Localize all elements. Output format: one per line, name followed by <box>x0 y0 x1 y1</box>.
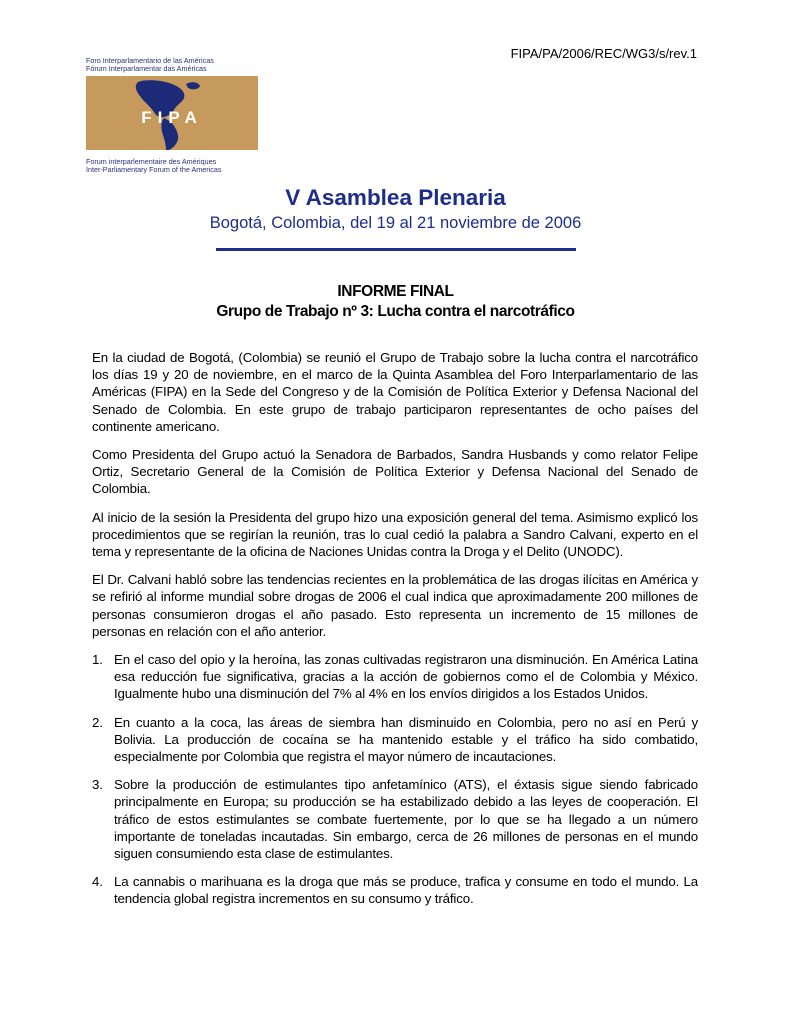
list-item-number: 4. <box>92 874 103 890</box>
paragraph: En la ciudad de Bogotá, (Colombia) se reunió el Grupo de Trabajo sobre la lucha contra el narcotráfico los días 19 y 20 de noviembre, en el marco de la Quinta Asamblea del Foro Interparlamentario de las Américas (FIPA) en la Sede del Congreso y de la Comisión de Política Exterior y Defensa Nacional del Senado de Colombia. En este grupo de trabajo participaron representantes de ocho países del continente americano. <box>92 350 698 434</box>
list-item-text: En el caso del opio y la heroína, las zonas cultivadas registraron una disminución. En América Latina esa reducción fue significativa, gracias a la acción de gobiernos como el de Colombia y México. Igualmente hubo una disminución del 7% al 4% en los envíos dirigidos a los Estados Unidos. <box>114 652 698 702</box>
header-divider <box>216 248 576 251</box>
report-body <box>92 349 698 919</box>
logo-line-english: Inter-Parliamentary Forum of the Americas <box>86 165 222 174</box>
americas-map-emblem <box>86 76 258 150</box>
fipa-logo <box>86 57 258 174</box>
paragraph: Como Presidenta del Grupo actuó la Senadora de Barbados, Sandra Husbands y como relator Felipe Ortiz, Secretario General de la Comisión de Política Exterior y Defensa Nacional del Senado de Colombia. <box>92 447 698 497</box>
list-item <box>92 776 698 862</box>
list-item-text: Sobre la producción de estimulantes tipo anfetamínico (ATS), el éxtasis sigue siendo fabricado principalmente en Europa; su producción se ha estabilizado debido a las leyes de cooperación. El tráfico de estos estimulantes se combate fuertemente, por lo que se ha llegado a un número importante de toneladas incautadas. Sin embargo, cerca de 26 millones de personas en el mundo siguen consumiendo esta clase de estimulantes. <box>114 777 698 862</box>
list-item <box>92 714 698 766</box>
document-reference-code: FIPA/PA/2006/REC/WG3/s/rev.1 <box>510 46 697 61</box>
list-item <box>92 651 698 703</box>
logo-line-spanish: Foro Interparlamentario de las Américas <box>86 56 214 65</box>
paragraph: Al inicio de la sesión la Presidenta del grupo hizo una exposición general del tema. Asimismo explicó los procedimientos que se regirían la reunión, tras lo cual cedió la palabra a Sandro Calvani, experto en el tema y representante de la oficina de Naciones Unidas contra la Droga y el Delito (UNODC). <box>92 509 698 560</box>
list-item-number: 3. <box>92 777 103 793</box>
list-item-number: 1. <box>92 652 103 668</box>
assembly-subtitle: Bogotá, Colombia, del 19 al 21 noviembre de 2006 <box>209 214 582 232</box>
paragraph: El Dr. Calvani habló sobre las tendencias recientes en la problemática de las drogas ilícitas en América y se refirió al informe mundial sobre drogas de 2006 el cual indica que aproximadamente 200 millones de personas consumieron drogas el año pasado. Esto representa un incremento de 15 millones de personas en relación con el año anterior. <box>92 572 698 639</box>
assembly-title: V Asamblea Plenaria <box>285 185 506 210</box>
list-item-text: La cannabis o marihuana es la droga que más se produce, trafica y consume en todo el mundo. La tendencia global registra incrementos en su consumo y tráfico. <box>114 874 698 907</box>
assembly-header <box>0 184 791 251</box>
findings-list <box>92 651 698 908</box>
list-item-text: En cuanto a la coca, las áreas de siembra han disminuido en Colombia, pero no así en Perú y Bolivia. La producción de cocaína se ha mantenido estable y el tráfico ha sido combatido, especialmente por Colombia que registra el mayor número de incautaciones. <box>114 714 698 765</box>
logo-acronym: FIPA <box>141 108 203 127</box>
list-item-number: 2. <box>92 714 103 730</box>
list-item <box>92 873 698 907</box>
working-group-title: Grupo de Trabajo nº 3: Lucha contra el narcotráfico <box>216 303 575 320</box>
report-heading: INFORME FINAL <box>337 283 454 300</box>
logo-line-portuguese: Fórum Interparlamentar das Américas <box>86 64 207 73</box>
logo-line-french: Forum interparlementaire des Amériques <box>86 157 217 166</box>
report-heading-block <box>0 282 791 322</box>
